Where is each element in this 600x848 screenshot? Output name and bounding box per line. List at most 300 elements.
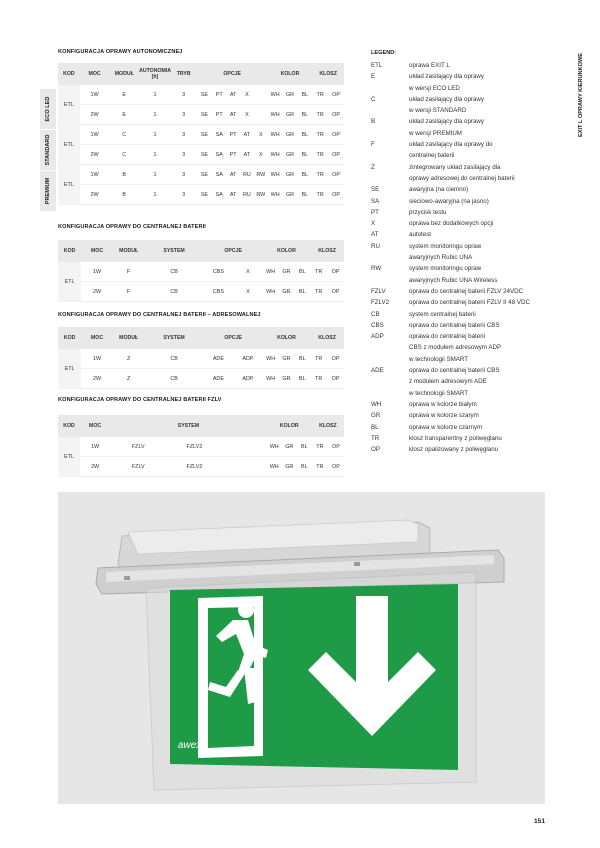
klosz-cell: TR (312, 437, 328, 457)
moc-cell: 1W (81, 349, 113, 369)
kolor-cell: WH (263, 369, 279, 389)
opcje-cell: CBS (204, 262, 234, 282)
klosz-cell: OP (328, 125, 344, 145)
header-kod: KOD (58, 415, 80, 437)
legend-desc: oprawa do centralnej baterii (409, 333, 486, 341)
opcje-cell: X (240, 85, 254, 105)
autonomous-config-table (58, 63, 344, 205)
legend-code: Z (371, 163, 375, 171)
opcje-cell: PT (226, 145, 240, 165)
legend-code: CBS (371, 321, 384, 329)
legend-item (371, 433, 561, 444)
opcje-cell: SA (212, 165, 226, 185)
system-cell-empty (223, 437, 267, 457)
legend-code: E (371, 73, 376, 81)
legend-item (371, 162, 561, 173)
opcje-cell: X (254, 125, 268, 145)
legend-desc: awaryjna (na ciemno) (409, 186, 469, 194)
legend-desc: awaryjnych Rubic UNA (409, 254, 473, 262)
legend-item (371, 94, 561, 105)
legend-item (371, 309, 561, 320)
kolor-cell: GR (282, 437, 297, 457)
kolor-cell: BL (294, 349, 310, 369)
legend-item (371, 150, 561, 161)
header-opcje: OPCJE (204, 327, 263, 349)
legend-desc: układ zasilający dla oprawy do (409, 141, 493, 149)
legend-item (371, 173, 561, 184)
header-moc: MOC (80, 63, 110, 85)
klosz-cell: TR (312, 185, 328, 205)
legend-code: RW (371, 265, 382, 273)
opcje-cell: X (233, 282, 263, 302)
legend-item (371, 410, 561, 421)
legend-code: X (371, 220, 376, 228)
legend-desc: oprawa w kolorze czarnym (409, 423, 483, 431)
kolor-cell: GR (283, 145, 298, 165)
legend-desc: oprawa bez dodatkowych opcji (409, 220, 494, 228)
table-row (58, 125, 344, 145)
side-tab: EXIT L OPRAWY KIERUNKOWE (578, 52, 584, 138)
header-moc: MOC (81, 240, 113, 262)
group-label-eco-led: ECO LED (40, 89, 56, 129)
klosz-cell: OP (327, 262, 344, 282)
legend-item (371, 128, 561, 139)
klosz-cell: TR (310, 349, 327, 369)
legend-item (371, 422, 561, 433)
addressable-config-table (58, 327, 344, 389)
moc-cell: 2W (80, 457, 110, 477)
system-cell: FZLV2 (166, 457, 222, 477)
header-opcje: OPCJE (197, 63, 268, 85)
legend-code: B (371, 118, 376, 126)
opcje-cell: SE (197, 145, 213, 165)
legend-code: WH (371, 400, 382, 408)
legend-code: TR (371, 434, 380, 442)
legend-code: F (371, 141, 375, 149)
opcje-cell: SE (197, 125, 213, 145)
opcje-cell: ADE (204, 369, 234, 389)
system-cell-empty (223, 457, 267, 477)
moc-cell: 2W (80, 105, 110, 125)
kolor-cell: BL (297, 185, 312, 205)
table-row (58, 145, 344, 165)
header-autonomia: AUTONOMIA [h] (139, 63, 171, 85)
legend-desc: w wersji ECO LED (409, 84, 460, 92)
kolor-cell: GR (283, 105, 298, 125)
kolor-cell: WH (267, 457, 282, 477)
opcje-cell: SE (197, 105, 213, 125)
legend-item (371, 388, 561, 399)
legend-item (371, 286, 561, 297)
legend-code (371, 388, 409, 399)
klosz-cell: OP (327, 349, 344, 369)
kolor-cell: GR (279, 282, 295, 302)
kod-cell: ETL (58, 262, 81, 302)
legend-item (371, 83, 561, 94)
klosz-cell: OP (328, 457, 344, 477)
modul-cell: E (109, 105, 139, 125)
legend-item (371, 252, 561, 263)
opcje-cell: RU (240, 185, 254, 205)
kolor-cell: WH (263, 262, 279, 282)
legend-desc: oprawa do centralnej baterii CBS (409, 321, 500, 329)
modul-cell: Z (113, 369, 145, 389)
legend-desc: oprawa w kolorze szarym (409, 412, 479, 420)
moc-cell: 2W (80, 185, 110, 205)
kolor-cell: GR (279, 369, 295, 389)
klosz-cell: OP (328, 105, 344, 125)
legend-desc: oprawa do centralnej baterii FZLV II 48 VDC (409, 299, 530, 307)
opcje-cell: AT (226, 165, 240, 185)
klosz-cell: TR (310, 369, 327, 389)
legend-desc: zintegrowany układ zasilający dla (409, 163, 501, 171)
klosz-cell: TR (312, 105, 328, 125)
table-row (58, 165, 344, 185)
opcje-cell: RW (254, 165, 268, 185)
opcje-cell: X (254, 145, 268, 165)
legend-desc: sieciowo-awaryjna (na jasno) (409, 197, 489, 205)
table-row (58, 282, 344, 302)
legend-code: ETL (371, 62, 383, 69)
page-number: 151 (533, 818, 545, 825)
legend-desc: w technologii SMART (409, 355, 469, 363)
legend-code (371, 354, 409, 365)
opcje-cell: SE (197, 85, 213, 105)
table-row (58, 85, 344, 105)
system-cell: CB (145, 262, 204, 282)
kolor-cell: BL (297, 165, 312, 185)
legend-item (371, 354, 561, 365)
opcje-cell-empty (254, 85, 268, 105)
kod-cell: ETL (58, 85, 80, 125)
legend-desc: system centralnej baterii (409, 310, 476, 318)
moc-cell: 1W (81, 262, 113, 282)
legend-code (371, 342, 409, 353)
legend-desc: przycisk testu (409, 208, 447, 216)
legend-code: ADE (371, 367, 384, 375)
tryb-cell: 3 (171, 165, 197, 185)
table-header (58, 327, 344, 349)
legend-item (371, 139, 561, 150)
legend-item (371, 116, 561, 127)
legend-item (371, 60, 561, 71)
table-row (58, 262, 344, 282)
opcje-cell: SA (212, 185, 226, 205)
system-cell: CB (145, 349, 204, 369)
header-klosz: KLOSZ (310, 327, 344, 349)
table-row (58, 185, 344, 205)
table-row (58, 457, 344, 477)
header-moc: MOC (81, 327, 113, 349)
kolor-cell: GR (283, 125, 298, 145)
tryb-cell: 3 (171, 105, 197, 125)
opcje-cell: RW (254, 185, 268, 205)
exit-sign-illustration (58, 492, 545, 804)
legend-code: C (371, 95, 376, 103)
legend-desc: w technologii SMART (409, 389, 469, 397)
klosz-cell: TR (312, 85, 328, 105)
kolor-cell: GR (279, 349, 295, 369)
klosz-cell: OP (327, 282, 344, 302)
header-system: SYSTEM (110, 415, 267, 437)
table-header (58, 415, 344, 437)
klosz-cell: TR (310, 282, 327, 302)
autonomia-cell: 1 (139, 185, 171, 205)
product-photo (58, 492, 545, 804)
modul-cell: C (109, 125, 139, 145)
kolor-cell: BL (297, 85, 312, 105)
legend-code: OP (371, 446, 380, 454)
central-battery-config-table (58, 240, 344, 302)
kod-cell: ETL (58, 125, 80, 165)
moc-cell: 1W (80, 437, 110, 457)
header-kod: KOD (58, 240, 81, 262)
group-label-standard: STANDARD (40, 130, 56, 170)
moc-cell: 1W (80, 165, 110, 185)
klosz-cell: TR (312, 165, 328, 185)
klosz-cell: OP (328, 165, 344, 185)
kolor-cell: BL (297, 125, 312, 145)
table1-title: KONFIGURACJA OPRAWY AUTONOMICZNEJ (58, 49, 183, 55)
autonomia-cell: 1 (139, 85, 171, 105)
kolor-cell: GR (282, 457, 297, 477)
header-klosz: KLOSZ (312, 415, 344, 437)
legend-item (371, 376, 561, 387)
header-opcje: OPCJE (204, 240, 263, 262)
legend-item (371, 263, 561, 274)
legend-code: RU (371, 242, 380, 250)
legend-code (371, 252, 409, 263)
klosz-cell: TR (312, 125, 328, 145)
modul-cell: Z (113, 349, 145, 369)
system-cell: FZLV (110, 457, 166, 477)
modul-cell: F (113, 262, 145, 282)
legend-item (371, 229, 561, 240)
legend-desc: oprawa EXIT L (409, 62, 450, 69)
legend-item (371, 365, 561, 376)
kolor-cell: BL (297, 145, 312, 165)
legend-code (371, 105, 409, 116)
opcje-cell: ADP (233, 369, 263, 389)
legend-desc: CBS z modułem adresowym ADP (409, 344, 502, 352)
group-label-premium: PREMIUM (40, 171, 56, 211)
system-cell: CB (145, 369, 204, 389)
opcje-cell: SE (197, 185, 213, 205)
legend-item (371, 275, 561, 286)
moc-cell: 1W (80, 125, 110, 145)
header-kolor: KOLOR (263, 240, 310, 262)
legend-code (371, 128, 409, 139)
opcje-cell: AT (240, 145, 254, 165)
legend-desc: układ zasilający dla oprawy (409, 73, 484, 81)
kod-cell: ETL (58, 349, 81, 389)
tryb-cell: 3 (171, 145, 197, 165)
legend-desc: autotest (409, 231, 432, 239)
opcje-cell: AT (226, 85, 240, 105)
legend-item (371, 444, 561, 455)
opcje-cell: ADE (204, 349, 234, 369)
legend-desc: z modułem adresowym ADE (409, 378, 487, 386)
header-kolor: KOLOR (263, 327, 310, 349)
kolor-cell: BL (297, 105, 312, 125)
header-system: SYSTEM (145, 327, 204, 349)
legend-desc: system monitoringu opraw (409, 242, 482, 250)
moc-cell: 2W (81, 369, 113, 389)
header-kolor: KOLOR (267, 415, 312, 437)
legend-desc: układ zasilający dla oprawy (409, 118, 484, 126)
moc-cell: 1W (80, 85, 110, 105)
opcje-cell: X (233, 262, 263, 282)
legend-item (371, 184, 561, 195)
legend-item (371, 71, 561, 82)
table-row (58, 369, 344, 389)
modul-cell: F (113, 282, 145, 302)
header-modul: MODUŁ (113, 240, 145, 262)
table-header (58, 240, 344, 262)
kolor-cell: WH (268, 185, 283, 205)
legend-item (371, 196, 561, 207)
kolor-cell: WH (263, 349, 279, 369)
legend-desc: oprawa do centralnej baterii FZLV 24VDC (409, 287, 524, 295)
modul-cell: E (109, 85, 139, 105)
kolor-cell: WH (268, 145, 283, 165)
legend-desc: system monitoringu opraw (409, 265, 482, 273)
table-row (58, 437, 344, 457)
kolor-cell: GR (283, 185, 298, 205)
opcje-cell-empty (254, 105, 268, 125)
autonomia-cell: 1 (139, 145, 171, 165)
table2-title: KONFIGURACJA OPRAWY DO CENTRALNEJ BATERII (58, 224, 206, 230)
legend-desc: oprawa do centralnej baterii CBS (409, 367, 500, 375)
legend-item (371, 342, 561, 353)
legend-item (371, 241, 561, 252)
legend-desc: w wersji PREMIUM (409, 129, 462, 137)
legend-desc: awaryjnych Rubic UNA Wireless (409, 276, 498, 284)
opcje-cell: AT (226, 105, 240, 125)
tryb-cell: 3 (171, 85, 197, 105)
kolor-cell: BL (297, 457, 312, 477)
legend-desc: klosz transparentny z poliwęglanu (409, 434, 502, 442)
legend-code (371, 173, 409, 184)
legend-code: GR (371, 412, 381, 420)
header-moc: MOC (80, 415, 110, 437)
legend-title: LEGEND: (371, 50, 397, 56)
legend-item (371, 320, 561, 331)
table3-title: KONFIGURACJA OPRAWY DO CENTRALNEJ BATERII – ADRESOWALNEJ (58, 312, 261, 318)
table4-title: KONFIGURACJA OPRAWY DO CENTRALNEJ BATERII FZLV (58, 397, 222, 403)
kolor-cell: WH (268, 85, 283, 105)
header-system: SYSTEM (145, 240, 204, 262)
opcje-cell: X (240, 105, 254, 125)
klosz-cell: OP (328, 145, 344, 165)
moc-cell: 2W (80, 145, 110, 165)
klosz-cell: TR (312, 457, 328, 477)
table-row (58, 349, 344, 369)
kolor-cell: WH (268, 105, 283, 125)
legend-code: SE (371, 186, 380, 194)
table-header (58, 63, 344, 85)
header-modul: MODUŁ (113, 327, 145, 349)
legend-code: FZLV2 (371, 299, 390, 307)
tryb-cell: 3 (171, 125, 197, 145)
legend-code (371, 83, 409, 94)
opcje-cell: SE (197, 165, 213, 185)
legend-code: ADP (371, 333, 384, 341)
autonomia-cell: 1 (139, 125, 171, 145)
kolor-cell: BL (294, 262, 310, 282)
legend-list (371, 60, 561, 455)
kolor-cell: WH (267, 437, 282, 457)
table-row (58, 105, 344, 125)
legend-code (371, 376, 409, 387)
system-cell: FZLV (110, 437, 166, 457)
modul-cell: B (109, 185, 139, 205)
opcje-cell: AT (240, 125, 254, 145)
opcje-cell: PT (226, 125, 240, 145)
kolor-cell: GR (279, 262, 295, 282)
kod-cell: ETL (58, 437, 80, 477)
header-modul: MODUŁ (109, 63, 139, 85)
legend-code: AT (371, 231, 379, 239)
autonomia-cell: 1 (139, 105, 171, 125)
kolor-cell: BL (297, 437, 312, 457)
legend-item (371, 207, 561, 218)
klosz-cell: OP (328, 437, 344, 457)
modul-cell: C (109, 145, 139, 165)
header-kod: KOD (58, 63, 80, 85)
legend-code: CB (371, 310, 380, 318)
header-klosz: KLOSZ (310, 240, 344, 262)
opcje-cell: PT (212, 85, 226, 105)
legend-code: BL (371, 423, 379, 431)
kolor-cell: WH (268, 165, 283, 185)
opcje-cell: AT (226, 185, 240, 205)
klosz-cell: OP (328, 85, 344, 105)
klosz-cell: TR (312, 145, 328, 165)
opcje-cell: ADP (233, 349, 263, 369)
legend-desc: oprawy adresowej do centralnej baterii (409, 174, 515, 182)
legend-item (371, 399, 561, 410)
kolor-cell: BL (294, 282, 310, 302)
legend-desc: oprawa w kolorze białym (409, 400, 477, 408)
modul-cell: B (109, 165, 139, 185)
legend-code: SA (371, 197, 380, 205)
fzlv-config-table (58, 415, 344, 477)
klosz-cell: OP (327, 369, 344, 389)
header-kolor: KOLOR (268, 63, 313, 85)
kolor-cell: GR (283, 165, 298, 185)
autonomia-cell: 1 (139, 165, 171, 185)
legend-item (371, 218, 561, 229)
kod-cell: ETL (58, 165, 80, 205)
legend-code (371, 150, 409, 161)
opcje-cell: SA (212, 145, 226, 165)
system-cell: FZLV2 (166, 437, 222, 457)
legend-desc: w wersji STANDARD (409, 107, 467, 115)
kolor-cell: WH (263, 282, 279, 302)
header-kod: KOD (58, 327, 81, 349)
legend-item (371, 331, 561, 342)
kolor-cell: BL (294, 369, 310, 389)
system-cell: CB (145, 282, 204, 302)
opcje-cell: CBS (204, 282, 234, 302)
legend-code (371, 275, 409, 286)
brand-logo: awex (178, 740, 202, 751)
klosz-cell: OP (328, 185, 344, 205)
opcje-cell: RU (240, 165, 254, 185)
header-tryb: TRYB (171, 63, 197, 85)
klosz-cell: TR (310, 262, 327, 282)
